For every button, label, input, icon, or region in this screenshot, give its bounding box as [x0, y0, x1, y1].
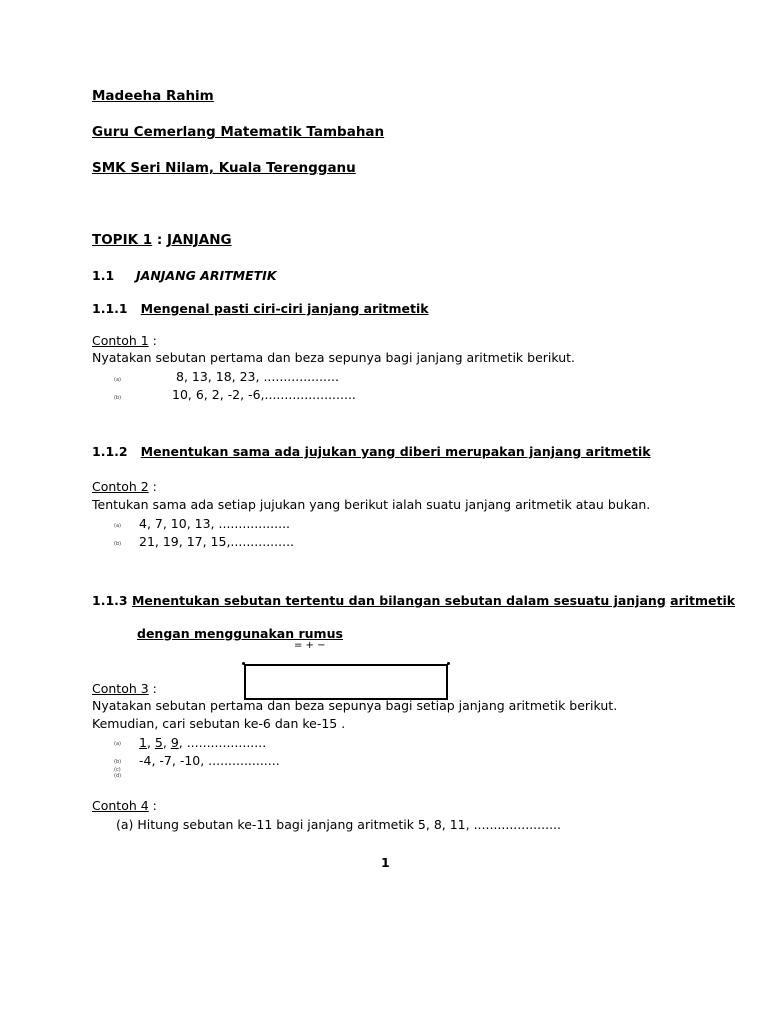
section-1-1-3-title-line2: dengan menggunakan rumus [137, 626, 343, 641]
section-1-1-1-title: Mengenal pasti ciri-ciri janjang aritmetik [140, 301, 429, 316]
example-2-item-a: 4, 7, 10, 13, .................. [139, 516, 291, 531]
author-name: Madeeha Rahim [92, 88, 214, 104]
example-1-item-b-marker: (b) [114, 395, 122, 401]
author-role: Guru Cemerlang Matematik Tambahan [92, 124, 385, 140]
section-1-1-3-heading [92, 593, 735, 608]
example-3-label-text: Contoh 3 [92, 681, 149, 696]
section-1-1-2-number: 1.1.2 [92, 444, 128, 459]
section-1-1-number: 1.1 [92, 268, 115, 283]
example-3-instruction-1: Nyatakan sebutan pertama dan beza sepunya bagi setiap janjang aritmetik berikut. [92, 698, 618, 713]
example-4-label [92, 798, 157, 813]
box-corner-dot [447, 662, 450, 665]
example-3-item-a-sep-1: , [146, 735, 155, 750]
example-4-colon: : [148, 798, 157, 813]
example-1-item-a: 8, 13, 18, 23, ................... [176, 369, 339, 384]
example-4-item-a: (a) Hitung sebutan ke-11 bagi janjang aritmetik 5, 8, 11, ...................... [116, 817, 561, 832]
example-3-instruction-2: Kemudian, cari sebutan ke-6 dan ke-15 . [92, 716, 346, 731]
page-number: 1 [381, 855, 390, 870]
example-1-label [92, 333, 157, 348]
section-1-1-1-heading [92, 301, 429, 316]
topic-separator: : [152, 232, 167, 248]
section-1-1-2-heading [92, 444, 651, 459]
example-3-item-a-rest: , .................... [178, 735, 267, 750]
section-1-1-2-title: Menentukan sama ada jujukan yang diberi merupakan janjang aritmetik [140, 444, 651, 459]
example-2-label [92, 479, 157, 494]
example-2-item-b-marker: (b) [114, 541, 122, 547]
example-3-item-b-marker: (b) [114, 759, 122, 765]
example-3-item-a-term-1: 1 [139, 735, 147, 750]
example-2-instruction: Tentukan sama ada setiap jujukan yang berikut ialah suatu janjang aritmetik atau bukan. [92, 497, 651, 512]
example-1-colon: : [148, 333, 157, 348]
section-1-1-1-number: 1.1.1 [92, 301, 128, 316]
example-3-item-a-term-3: 9 [170, 735, 179, 750]
box-corner-dot [242, 662, 245, 665]
section-1-1-title: JANJANG ARITMETIK [136, 268, 277, 283]
example-3-item-a [139, 735, 266, 750]
author-school: SMK Seri Nilam, Kuala Terengganu [92, 160, 356, 176]
example-2-item-a-marker: (a) [114, 523, 121, 529]
example-1-item-b: 10, 6, 2, -2, -6,....................... [172, 387, 356, 402]
topic-prefix: TOPIK 1 [92, 232, 153, 248]
example-2-item-b: 21, 19, 17, 15,................ [139, 534, 295, 549]
example-2-label-text: Contoh 2 [92, 479, 149, 494]
section-1-1-3-title: Menentukan sebutan tertentu dan bilangan sebutan dalam sesuatu janjang [131, 593, 666, 608]
example-1-item-a-marker: (a) [114, 377, 121, 383]
example-3-label [92, 681, 157, 696]
section-1-1-3-title-end: aritmetik [670, 593, 736, 608]
topic-heading [92, 232, 232, 248]
example-4-label-text: Contoh 4 [92, 798, 149, 813]
section-1-1-3-number: 1.1.3 [92, 593, 128, 608]
formula-box [244, 664, 448, 700]
example-3-item-a-sep-2: , [162, 735, 171, 750]
example-3-item-a-term-2: 5 [154, 735, 163, 750]
topic-title: JANJANG [166, 232, 232, 248]
example-2-colon: : [148, 479, 157, 494]
example-3-item-d-marker: (d) [114, 773, 122, 779]
example-3-item-c-marker: (c) [114, 767, 121, 773]
example-1-instruction: Nyatakan sebutan pertama dan beza sepunya bagi janjang aritmetik berikut. [92, 350, 576, 365]
example-3-item-a-marker: (a) [114, 741, 121, 747]
example-1-label-text: Contoh 1 [92, 333, 149, 348]
formula-fragment: = + − [294, 640, 326, 651]
example-3-colon: : [148, 681, 157, 696]
example-3-item-b: -4, -7, -10, .................. [139, 753, 280, 768]
